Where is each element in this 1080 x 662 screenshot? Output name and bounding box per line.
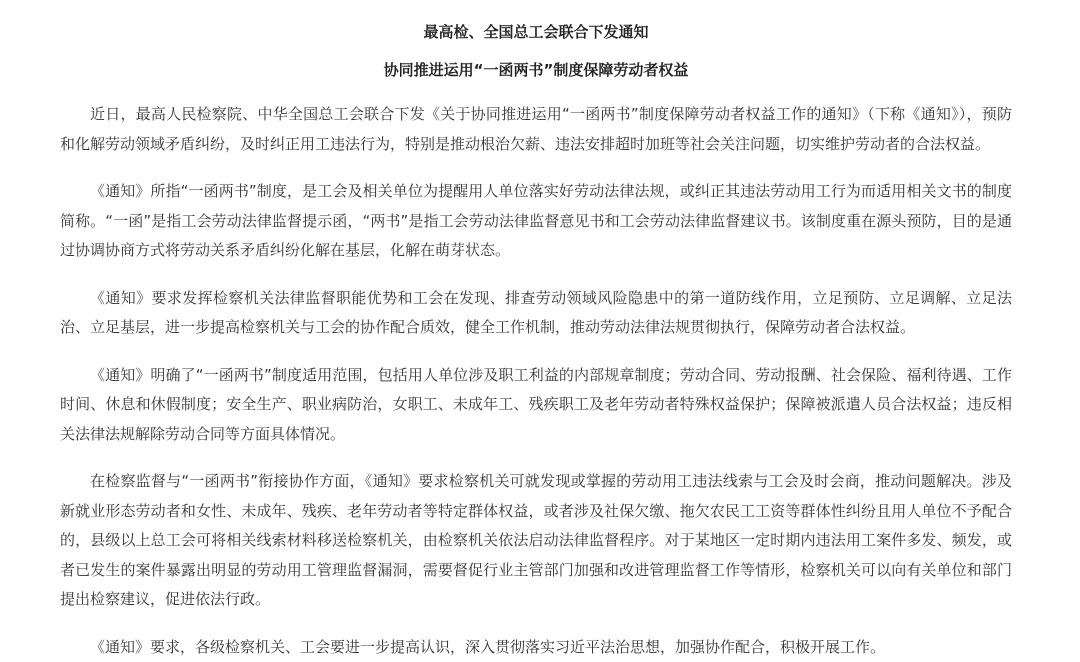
paragraph: 《通知》明确了“一函两书”制度适用范围，包括用人单位涉及职工利益的内部规章制度；劳动合同、劳动报酬、社会保险、福利待遇、工作时间、休息和休假制度；安全生产、职业病防治，女职工、未成年工、残疾职工及老年劳动者特殊权益保护；保障被派遣人员合法权益；违反相关法律法规解除劳动合同等方面具体情况。 — [60, 361, 1012, 450]
paragraph: 《通知》要求，各级检察机关、工会要进一步提高认识，深入贯彻落实习近平法治思想，加强协作配合，积极开展工作。 — [60, 633, 1012, 662]
paragraph: 《通知》要求发挥检察机关法律监督职能优势和工会在发现、排查劳动领域风险隐患中的第一道防线作用，立足预防、立足调解、立足法治、立足基层，进一步提高检察机关与工会的协作配合质效，健全工作机制，推动劳动法律法规贯彻执行，保障劳动者合法权益。 — [60, 284, 1012, 343]
paragraph: 近日，最高人民检察院、中华全国总工会联合下发《关于协同推进运用“一函两书”制度保障劳动者权益工作的通知》（下称《通知》），预防和化解劳动领域矛盾纠纷，及时纠正用工违法行为，特别是推动根治欠薪、违法安排超时加班等社会关注问题，切实维护劳动者的合法权益。 — [60, 100, 1012, 159]
article-body — [60, 100, 1012, 662]
paragraph: 在检察监督与“一函两书”衔接协作方面，《通知》要求检察机关可就发现或掌握的劳动用工违法线索与工会及时会商，推动问题解决。涉及新就业形态劳动者和女性、未成年、残疾、老年劳动者等特定群体权益，或者涉及社保欠缴、拖欠农民工工资等群体性纠纷且用人单位不予配合的，县级以上总工会可将相关线索材料移送检察机关，由检察机关依法启动法律监督程序。对于某地区一定时期内违法用工案件多发、频发，或者已发生的案件暴露出明显的劳动用工管理监督漏洞，需要督促行业主管部门加强和改进管理监督工作等情形，检察机关可以向有关单位和部门提出检察建议，促进依法行政。 — [60, 467, 1012, 615]
article-subtitle: 协同推进运用“一函两书”制度保障劳动者权益 — [60, 60, 1012, 80]
article-title: 最高检、全国总工会联合下发通知 — [60, 0, 1012, 42]
paragraph: 《通知》所指“一函两书”制度，是工会及相关单位为提醒用人单位落实好劳动法律法规，或纠正其违法劳动用工行为而适用相关文书的制度简称。“一函”是指工会劳动法律监督提示函，“两书”是指工会劳动法律监督意见书和工会劳动法律监督建议书。该制度重在源头预防，目的是通过协调协商方式将劳动关系矛盾纠纷化解在基层，化解在萌芽状态。 — [60, 177, 1012, 266]
